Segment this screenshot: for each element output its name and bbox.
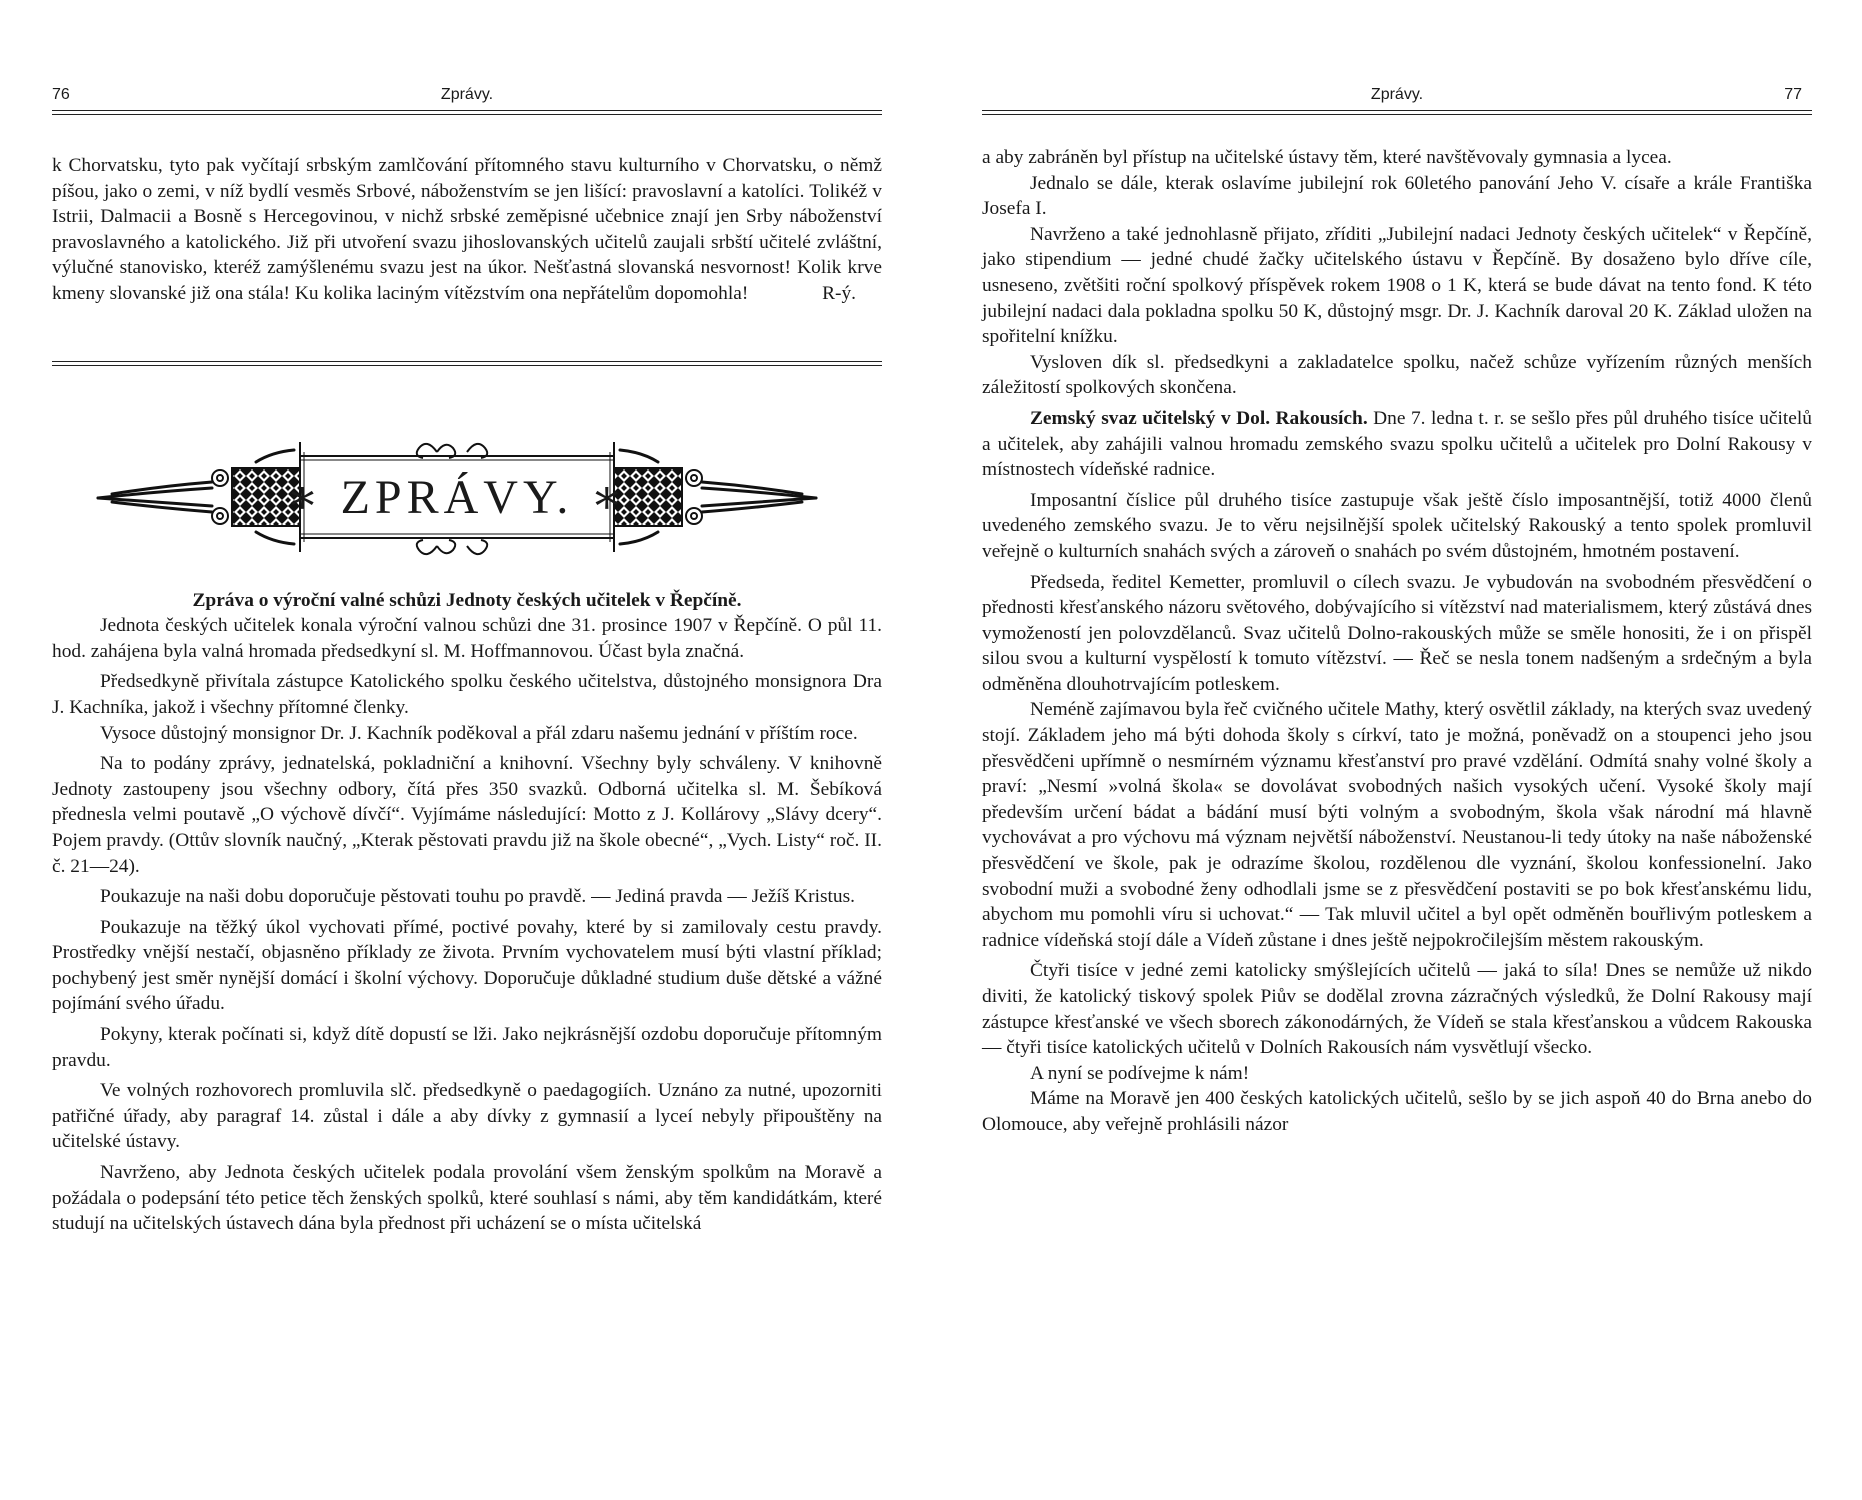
running-title: Zprávy. bbox=[1370, 86, 1424, 103]
running-title: Zprávy. bbox=[440, 86, 494, 103]
paragraph: Imposantní číslice půl druhého tisíce zastupuje však ještě číslo imposantnější, totiž 4000 členů uvedeného zemského svazu. Je to věru nejsilnější spolek učitelský Rakouský a tento spolek promluvil veřejně o kulturních snahách svých a zároveň o snahách po svém důstojném, hmotném postavení. bbox=[982, 489, 1812, 562]
header-rule bbox=[52, 110, 882, 115]
header-rule bbox=[982, 110, 1812, 115]
page-number: 76 bbox=[52, 86, 70, 103]
paragraph: Neméně zajímavou byla řeč cvičného učitele Mathy, který osvětlil základy, na kterých svaz uvedený stojí. Základem jeho má býti dohoda školy s církví, tato je možná, poněvadž on a stoupenci jeho jsou přesvědčeni upřímně o nesmírném významu křesťanství pro pravé vzdělání. Odmítá snahy volné školy a praví: „Nesmí »volná škola« se dovolávat svobodných našich vysokých učení. Vysoké školy mají především určení bádat a bádání musí býti volným a svobodným, škola však národní má hlavně vychovávat a pro výchovu má význam největší náboženství. Neustanou-li tedy útoky na naše náboženské přesvědčení ve škole, pak je odrazíme školou, rozdělenou dle vyznání, školou konfessionelní. Jako svobodní muži a svobodné ženy odhodlali jsme se z přesvědčení postaviti se po bok křesťanskému lidu, abychom mu pomohli víru si uchovat.“ — Tak mluvil učitel a byl opět odměněn bouřlivým potleskem a radnice vídeňská stojí dále a Vídeň zůstane i dnes ještě nejpokročilejším městem rakouským. bbox=[982, 699, 1812, 951]
paragraph: Poukazuje na těžký úkol vychovati přímé, poctivé povahy, které by si zamilovaly cestu pravdy. Prostředky vnější nestačí, objasněno příklady ze života. Prvním vychovatelem musí býti vlastní příklad; pochybený jest směr nynější domácí i školní výchovy. Doporučuje důkladné studium duše dětské a vážné pojímání svého úřadu. bbox=[52, 916, 882, 1015]
paragraph: Předseda, ředitel Kemetter, promluvil o cílech svazu. Je vybudován na svobodném přesvědčení o přednosti křesťanského názoru světového, dobývajícího si vítězství nad materialismem, který zůstává dnes vymožeností jen polovzdělanců. Svaz učitelů Dolno-rakouských může se směle honositi, že i on přispěl silou svou a kulturní vyspělostí k tomuto vítězství. — Řeč se nesla tonem nadšeným a srdečným a byla odměněna dlouhotrvajícím potleskem. bbox=[982, 571, 1812, 695]
paragraph: Na to podány zprávy, jednatelská, pokladniční a knihovní. Všechny byly schváleny. V knihovně Jednoty zastoupeny jsou všechny odbory, čítá přes 350 svazků. Odborná učitelka sl. M. Šebíková přednesla velmi poutavě „O výchově dívčí“. Vyjímáme následující: Motto z J. Kollárovy „Slávy dcery“. Pojem pravdy. (Ottův slovník naučný, „Kterak pěstovati pravdu již na škole obecné“, „Vych. Listy“ roč. II. č. 21—24). bbox=[52, 753, 882, 877]
paragraph: Máme na Moravě jen 400 českých katolických učitelů, sešlo by se jich aspoň 40 do Brna anebo do Olomouce, aby veřejně prohlásili názor bbox=[982, 1088, 1812, 1135]
running-head-right bbox=[982, 82, 1812, 110]
running-head-left bbox=[52, 82, 882, 110]
paragraph: Vysoce důstojný monsignor Dr. J. Kachník poděkoval a přál zdaru našemu jednání v příštím roce. bbox=[100, 722, 858, 744]
paragraph: Poukazuje na naši dobu doporučuje pěstovati touhu po pravdě. — Jediná pravda — Ježíš Kristus. bbox=[100, 886, 855, 908]
intro-text bbox=[52, 153, 882, 307]
paragraph: Vysloven dík sl. předsedkyni a zakladatelce spolku, načež schůze vyřízením různých menších záležitostí spolkových skončena. bbox=[982, 351, 1812, 399]
paragraph: Čtyři tisíce v jedné zemi katolicky smýšlejících učitelů — jaká to síla! Dnes se nemůže už nikdo diviti, že katolický tiskový spolek Piův se dodělal zrovna zázračných výsledků, že Dolní Rakousy mají zástupce křesťanské ve všech sborech zákonodárných, že Vídeň se stala křesťanskou a vůdcem Rakouska — čtyři tisíce katolických učitelů v Dolních Rakousích nám vysvětlují všecko. bbox=[982, 960, 1812, 1059]
paragraph: a aby zabráněn byl přístup na učitelské ústavy těm, které navštěvovaly gymnasia a lycea. bbox=[982, 147, 1672, 168]
zpravy-banner bbox=[42, 422, 872, 572]
paragraph: Pokyny, kterak počínati si, když dítě dopustí se lži. Jako nejkrásnější ozdobu doporučuje přítomným pravdu. bbox=[52, 1024, 882, 1071]
article-body-right bbox=[982, 145, 1812, 1138]
paragraph: Jednalo se dále, kterak oslavíme jubilejní rok 60letého panování Jeho V. císaře a krále Františka Josefa I. bbox=[982, 172, 1812, 220]
paragraph: Navrženo, aby Jednota českých učitelek podala provolání všem ženským spolkům na Moravě a požádala o podepsání této petice těch ženských spolků, které souhlasí s námi, aby těm kandidátkám, které studují na učitelských ústavech dána byla přednost při ucházení se o místa učitelská bbox=[52, 1162, 882, 1235]
intro-paragraph: k Chorvatsku, tyto pak vyčítají srbským zamlčování přítomného stavu kulturního v Chorvatsku, o němž píšou, jako o zemi, v níž bydlí vesměs Srbové, náboženstvím se jen lišící: pravoslavní a katolíci. Tolikéž v Istrii, Dalmacii a Bosně s Hercegovinou, v nichž srbské zeměpisné učebnice znají jen Srby náboženství pravoslavného a katolického. Již při utvoření svazu jihoslovanských učitelů zaujali srbští učitelé zvláštní, výlučné stanovisko, kteréž zamýšlenému svazu jest na úkor. Nešťastná slovanská nesvornost! Kolik krve kmeny slovanské již ona stála! Ku kolika laciným vítězstvím ona nepřátelům dopomohla! R-ý. bbox=[52, 153, 882, 307]
section-divider-rule bbox=[52, 361, 882, 366]
lead-paragraph bbox=[982, 406, 1812, 483]
paragraph: A nyní se podívejme k nám! bbox=[1030, 1062, 1250, 1084]
banner-title: ∗ ZPRÁVY. ∗ bbox=[285, 470, 629, 524]
lead-text: Dne 7. ledna t. r. se sešlo přes půl druhého tisíce učitelů a učitelek, aby zahájili valnou hromadu zemského svazu spolku učitelů a učitelek pro Dolní Rakousy v místnostech vídeňské radnice. bbox=[982, 407, 1812, 481]
paragraph: Předsedkyně přivítala zástupce Katolického spolku českého učitelstva, důstojného monsignora Dra J. Kachníka, jakož i všechny přítomné členky. bbox=[52, 671, 882, 718]
lead-heading: Zemský svaz učitelský v Dol. Rakousích. bbox=[1030, 407, 1368, 429]
left-page bbox=[52, 82, 882, 1237]
paragraph: Jednota českých učitelek konala výroční valnou schůzi dne 31. prosince 1907 v Řepčíně. O půl 11. hod. zahájena byla valná hromada předsedkyní sl. M. Hoffmannovou. Účast byla značná. bbox=[52, 615, 882, 662]
paragraph: Navrženo a také jednohlasně přijato, zříditi „Jubilejní nadaci Jednoty českých učitelek“ v Řepčíně, jako stipendium — jedné chudé žačky učitelského ústavu v Řepčíně. By dosaženo bylo dříve cíle, usneseno, zvětšiti roční spolkový příspěvek rokem 1908 o 1 K, která se bude dávat na tento fond. K této jubilejní nadaci dala pokladna spolku 50 K, důstojný msgr. Dr. J. Kachník daroval 20 K. Základ uložen na spořitelní knížku. bbox=[982, 223, 1812, 348]
article-body-left bbox=[52, 588, 882, 1237]
signature: R-ý. bbox=[822, 282, 856, 304]
right-page bbox=[982, 82, 1812, 1138]
paragraph: Ve volných rozhovorech promluvila slč. předsedkyně o paedagogiích. Uznáno za nutné, upozorniti patřičné úřady, aby paragraf 14. zůstal i dále a aby dívky z gymnasií a lyceí nebyly připouštěny na učitelské ústavy. bbox=[52, 1080, 882, 1153]
article-heading: Zpráva o výroční valné schůzi Jednoty českých učitelek v Řepčíně. bbox=[192, 589, 742, 611]
page-number: 77 bbox=[1784, 86, 1802, 103]
